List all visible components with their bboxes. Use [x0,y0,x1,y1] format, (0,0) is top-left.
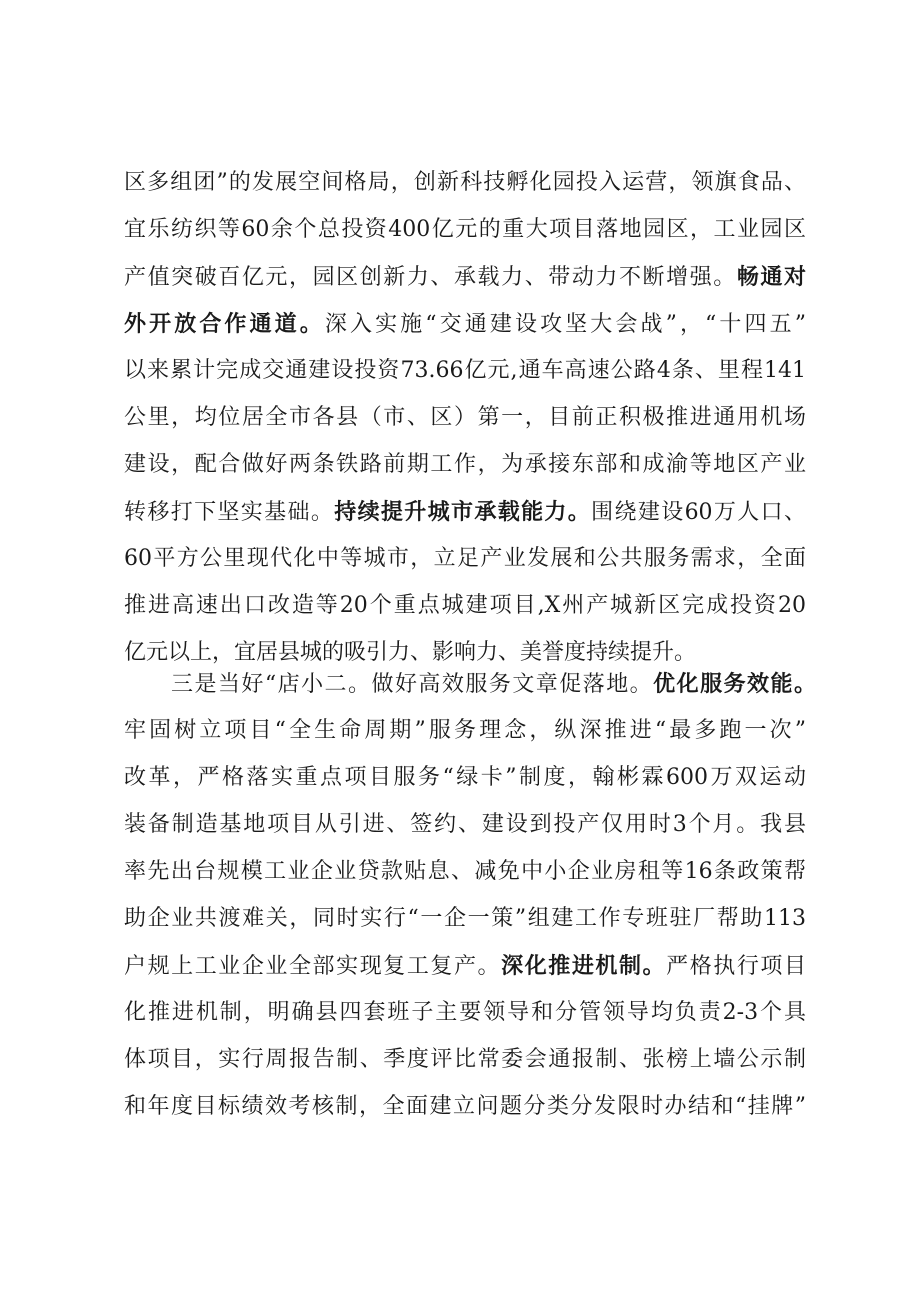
text-line: 推进高速出口改造等20个重点城建项目,X州产城新区完成投资20 [124,593,806,618]
text-line: 公里，均位居全市各县（市、区）第一，目前正积极推进通用机场 [124,405,806,430]
paragraph-first-line: 三是当好“店小二。做好高效服务文章促落地。优化服务效能。 [171,671,816,697]
text-line: 建设，配合做好两条铁路前期工作，为承接东部和成渝等地区产业 [124,452,806,477]
text-line: 外开放合作通道。深入实施“交通建设攻坚大会战”，“十四五” [124,311,806,337]
text-line: 化推进机制，明确县四套班子主要领导和分管领导均负责2-3个具 [124,1000,806,1025]
text-line: 转移打下坚实基础。持续提升城市承载能力。围绕建设60万人口、 [124,499,806,525]
text-line: 宜乐纺织等60余个总投资400亿元的重大项目落地园区，工业园区 [124,217,806,242]
bold-heading: 外开放合作通道。 [124,311,325,337]
text-line: 改革，严格落实重点项目服务“绿卡”制度，翰彬霖600万双运动 [124,765,806,790]
text-line: 产值突破百亿元，园区创新力、承载力、带动力不断增强。畅通对 [124,264,806,290]
bold-heading: 畅通对 [736,264,806,290]
bold-heading: 持续提升城市承载能力。 [334,499,592,525]
bold-heading: 深化推进机制。 [501,953,667,979]
text-line: 装备制造基地项目从引进、签约、建设到投产仅用时3个月。我县 [124,812,806,837]
text-line: 亿元以上，宜居县城的吸引力、影响力、美誉度持续提升。 [124,640,697,665]
bold-heading: 优化服务效能。 [653,671,816,697]
text-line: 户规上工业企业全部实现复工复产。深化推进机制。严格执行项目 [124,953,806,979]
text-line: 助企业共渡难关，同时实行“一企一策”组建工作专班驻厂帮助113 [124,906,806,931]
text-line: 牢固树立项目“全生命周期”服务理念，纵深推进“最多跑一次” [124,718,806,743]
text-line: 和年度目标绩效考核制，全面建立问题分类分发限时办结和“挂牌” [124,1094,806,1119]
text-line: 区多组团”的发展空间格局，创新科技孵化园投入运营，领旗食品、 [124,170,806,195]
text-line: 以来累计完成交通建设投资73.66亿元,通车高速公路4条、里程141 [124,358,806,383]
text-line: 率先出台规模工业企业贷款贴息、减免中小企业房租等16条政策帮 [124,859,806,884]
text-line: 体项目，实行周报告制、季度评比常委会通报制、张榜上墙公示制 [124,1047,806,1072]
text-line: 60平方公里现代化中等城市，立足产业发展和公共服务需求，全面 [124,546,806,571]
